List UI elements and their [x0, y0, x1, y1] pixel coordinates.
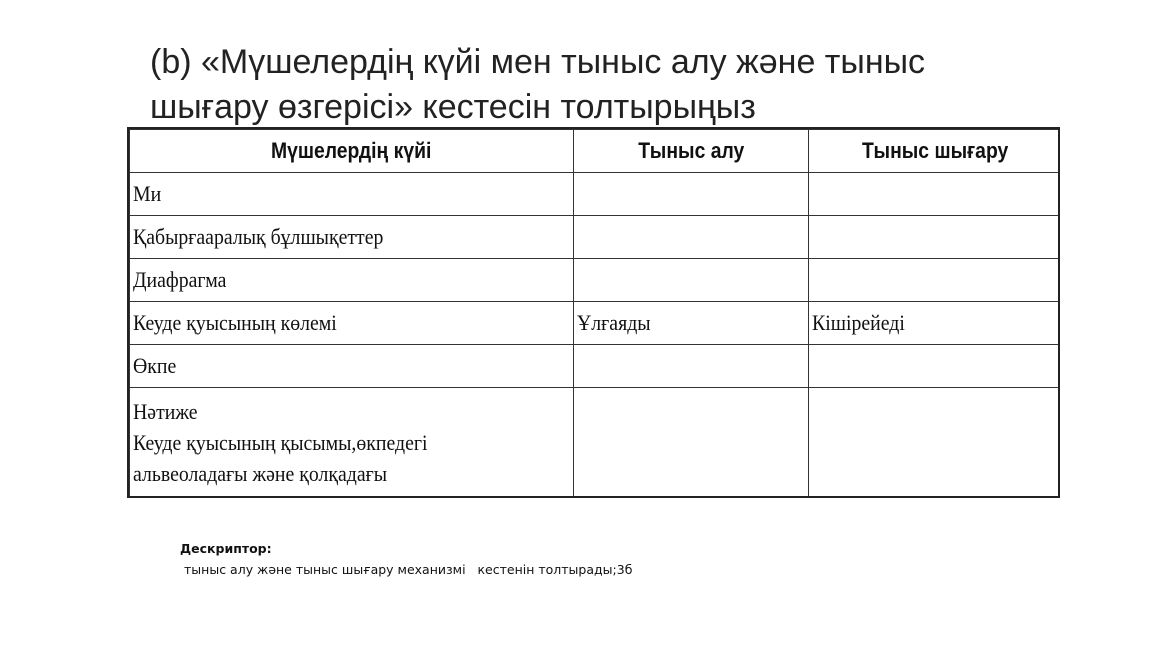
task-heading	[150, 40, 1050, 130]
result-title: Нәтиже	[133, 399, 198, 424]
organ-cell: Өкпе	[130, 345, 574, 388]
descriptor-block	[180, 538, 632, 580]
result-label-cell	[130, 388, 574, 499]
organ-cell: Диафрагма	[130, 259, 574, 302]
organ-state-table	[127, 127, 1060, 498]
exhale-cell[interactable]	[809, 345, 1061, 388]
exhale-cell[interactable]: Кішірейеді	[809, 302, 1061, 345]
inhale-cell[interactable]	[574, 173, 809, 216]
table-row	[130, 302, 1061, 345]
organ-cell: Ми	[130, 173, 574, 216]
organ-cell: Кеуде қуысының көлемі	[130, 302, 574, 345]
exhale-cell[interactable]	[809, 259, 1061, 302]
header-organ-state: Мүшелердің күйі	[130, 130, 574, 173]
inhale-cell[interactable]	[574, 259, 809, 302]
result-exhale-cell[interactable]	[809, 388, 1061, 499]
result-line: Кеуде қуысының қысымы,өкпедегі	[133, 430, 428, 455]
result-row	[130, 388, 1061, 499]
header-exhale: Тыныс шығару	[809, 130, 1061, 173]
table-row	[130, 216, 1061, 259]
breathing-table	[129, 129, 1060, 498]
heading-line-1: (b) «Мүшелердің күйі мен тыныс алу және тыныс	[150, 43, 926, 81]
organ-cell: Қабырғааралық бұлшықеттер	[130, 216, 574, 259]
exhale-cell[interactable]	[809, 216, 1061, 259]
inhale-cell[interactable]	[574, 216, 809, 259]
table-header-row	[130, 130, 1061, 173]
table-row	[130, 173, 1061, 216]
heading-line-2: шығару өзгерісі» кестесін толтырыңыз	[150, 88, 756, 126]
table-row	[130, 259, 1061, 302]
exhale-cell[interactable]	[809, 173, 1061, 216]
result-inhale-cell[interactable]	[574, 388, 809, 499]
inhale-cell[interactable]: Ұлғаяды	[574, 302, 809, 345]
header-inhale: Тыныс алу	[574, 130, 809, 173]
table-row	[130, 345, 1061, 388]
result-line: альвеоладағы және қолқадағы	[133, 461, 388, 486]
inhale-cell[interactable]	[574, 345, 809, 388]
descriptor-text: тыныс алу және тыныс шығару механизмі кестенін толтырады;3б	[184, 562, 633, 577]
descriptor-title: Дескриптор:	[180, 541, 272, 556]
